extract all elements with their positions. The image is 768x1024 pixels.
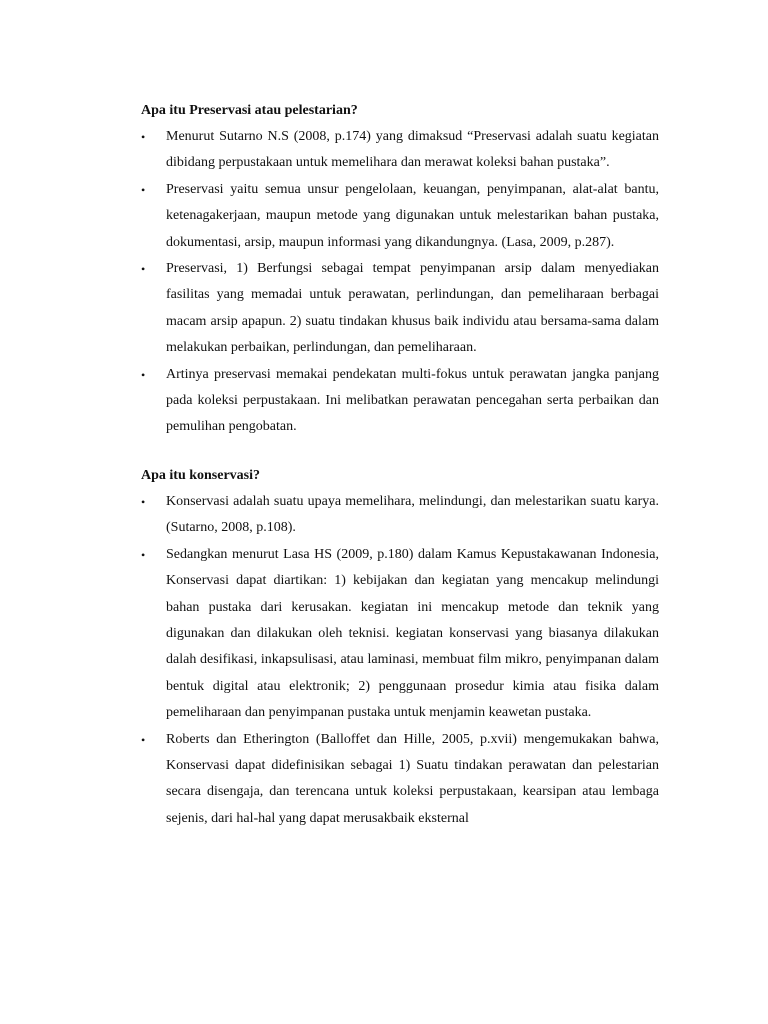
section-spacer bbox=[141, 441, 659, 463]
list-item-text: Sedangkan menurut Lasa HS (2009, p.180) dalam Kamus Kepustakawanan Indonesia, Konservasi dapat diartikan: 1) kebijakan dan kegiatan yang mencakup melindungi bahan pustaka dari kerusakan. kegiatan ini mencakup metode dan teknik yang digunakan dan dilakukan oleh teknisi. kegiatan konservasi yang biasanya dilakukan dalah desifikasi, inkapsulisasi, atau laminasi, membuat film mikro, penyimpanan dalam bentuk digital atau elektronik; 2) penggunaan prosedur kimia atau fisika dalam pemeliharaan dan penyimpanan pustaka untuk menjamin keawetan pustaka. bbox=[166, 546, 659, 721]
bullet-icon: • bbox=[141, 547, 146, 562]
bullet-icon: • bbox=[141, 367, 146, 382]
bullet-icon: • bbox=[141, 732, 146, 747]
heading-konservasi: Apa itu konservasi? bbox=[141, 467, 261, 483]
heading-preservasi: Apa itu Preservasi atau pelestarian? bbox=[141, 103, 358, 118]
bullet-icon: • bbox=[141, 262, 146, 277]
list-item bbox=[141, 256, 659, 362]
preservasi-list bbox=[141, 124, 659, 441]
bullet-icon: • bbox=[141, 494, 146, 509]
list-item bbox=[141, 124, 659, 177]
list-item-text: Konservasi adalah suatu upaya memelihara, melindungi, dan melestarikan suatu karya. (Sutarno, 2008, p.108). bbox=[166, 493, 659, 536]
bullet-icon: • bbox=[141, 130, 146, 144]
list-item bbox=[141, 727, 659, 833]
list-item-text: Artinya preservasi memakai pendekatan multi-fokus untuk perawatan jangka panjang pada koleksi perpustakaan. Ini melibatkan perawatan pencegahan serta perbaikan dan pemulihan pengobatan. bbox=[166, 366, 659, 435]
list-item-text: Preservasi, 1) Berfungsi sebagai tempat penyimpanan arsip dalam menyediakan fasilitas yang memadai untuk perawatan, perlindungan, dan pemeliharaan berbagai macam arsip apapun. 2) suatu tindakan khusus baik individu atau bersama-sama dalam melakukan perbaikan, perlindungan, dan pemeliharaan. bbox=[166, 261, 659, 356]
list-item-text: Preservasi yaitu semua unsur pengelolaan, keuangan, penyimpanan, alat-alat bantu, ketenagakerjaan, maupun metode yang digunakan untuk melestarikan bahan pustaka, dokumentasi, arsip, maupun informasi yang dikandungnya. (Lasa, 2009, p.287). bbox=[166, 181, 659, 250]
list-item-text: Menurut Sutarno N.S (2008, p.174) yang dimaksud “Preservasi adalah suatu kegiatan dibidang perpustakaan untuk memelihara dan merawat koleksi bahan pustaka”. bbox=[166, 129, 659, 171]
list-item bbox=[141, 177, 659, 256]
list-item bbox=[141, 362, 659, 441]
list-item bbox=[141, 489, 659, 542]
konservasi-list bbox=[141, 489, 659, 832]
list-item-text: Roberts dan Etherington (Balloffet dan Hille, 2005, p.xvii) mengemukakan bahwa, Konservasi dapat didefinisikan sebagai 1) Suatu tindakan perawatan dan pelestarian secara disengaja, dan terencana untuk koleksi perpustakaan, kearsipan atau lembaga sejenis, dari hal-hal yang dapat merusakbaik eksternal bbox=[166, 731, 659, 826]
document-body bbox=[141, 98, 659, 832]
list-item bbox=[141, 542, 659, 727]
bullet-icon: • bbox=[141, 182, 146, 197]
